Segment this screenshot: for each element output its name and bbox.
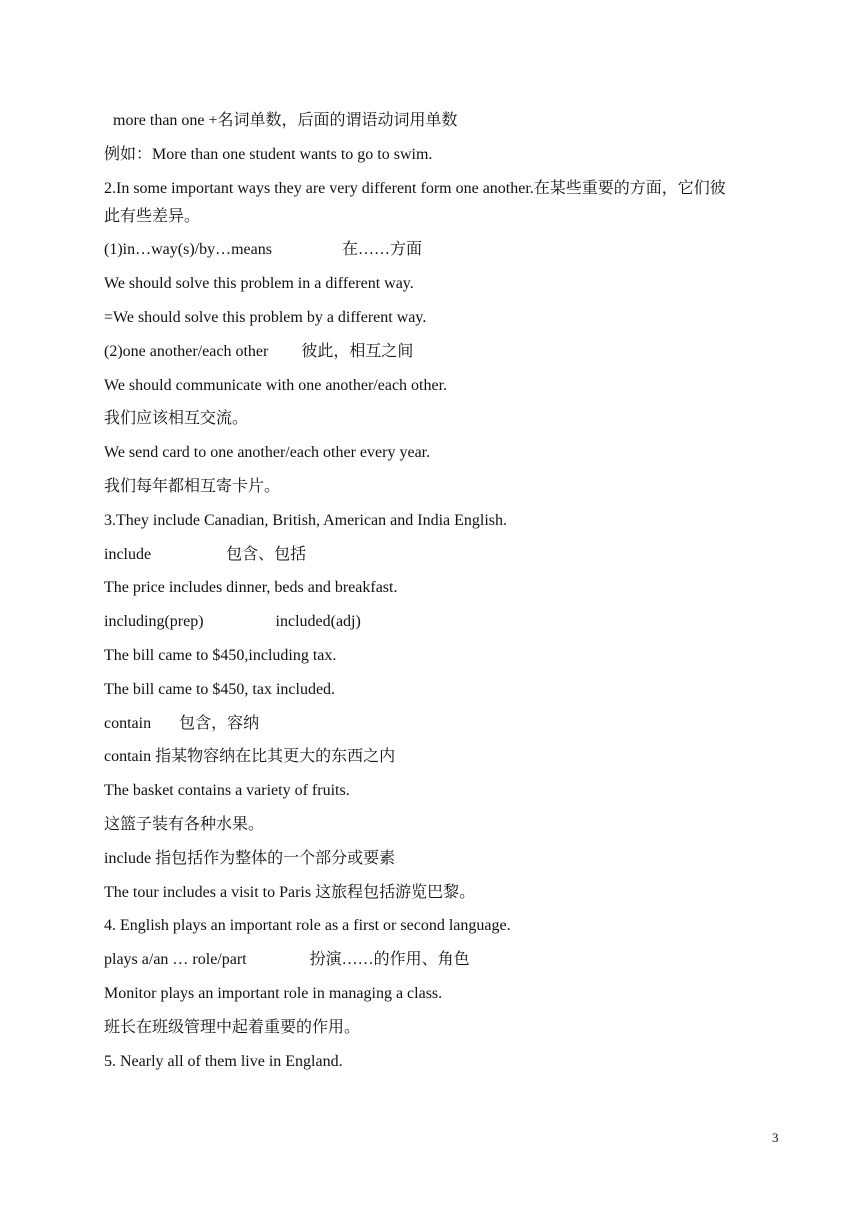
text-line: We send card to one another/each other every year. [104, 444, 431, 462]
page-number: 3 [772, 1130, 779, 1145]
text-line: 此有些差异。 [104, 207, 201, 225]
phrase: include [104, 545, 152, 563]
text-line: The bill came to $450, tax included. [104, 680, 336, 698]
text-line: 例如：More than one student wants to go to swim. [104, 145, 433, 163]
phrase: including(prep) [104, 613, 204, 631]
text-line: The tour includes a visit to Paris 这旅程包括游览巴黎。 [104, 883, 476, 901]
phrase-meaning: 彼此，相互之间 [301, 342, 414, 360]
text-line: contain 指某物容纳在比其更大的东西之内 [104, 748, 396, 766]
text-line [104, 947, 794, 981]
text-line: The price includes dinner, beds and breakfast. [104, 579, 398, 597]
text-line: more than one +名词单数，后面的谓语动词用单数 [113, 112, 458, 129]
text-line: We should communicate with one another/each other. [104, 376, 448, 394]
phrase: included(adj) [275, 613, 361, 631]
phrase: (2)one another/each other [104, 342, 269, 360]
text-line: 这篮子装有各种水果。 [104, 815, 265, 833]
text-line: The bill came to $450,including tax. [104, 646, 337, 664]
text-line: 2.In some important ways they are very different form one another.在某些重要的方面，它们彼 [104, 179, 726, 197]
text-line: 我们每年都相互寄卡片。 [104, 477, 281, 495]
text-line: 5. Nearly all of them live in England. [104, 1052, 343, 1070]
text-line [104, 339, 794, 373]
text-line: include 指包括作为整体的一个部分或要素 [104, 849, 396, 867]
text-line [104, 542, 794, 576]
text-line: 4. English plays an important role as a first or second language. [104, 917, 511, 935]
phrase-meaning: 扮演……的作用、角色 [309, 951, 470, 969]
text-line: The basket contains a variety of fruits. [104, 782, 350, 800]
phrase: plays a/an … role/part [104, 951, 247, 969]
text-line [104, 237, 794, 271]
text-line: 我们应该相互交流。 [104, 410, 249, 428]
document-body [104, 108, 794, 1082]
text-line: 班长在班级管理中起着重要的作用。 [104, 1018, 361, 1036]
text-line: We should solve this problem in a different way. [104, 275, 414, 293]
phrase-meaning: 在……方面 [341, 241, 422, 259]
phrase: (1)in…way(s)/by…means [104, 241, 272, 259]
text-line [104, 609, 794, 643]
phrase-meaning: 包含、包括 [226, 545, 307, 563]
text-line [104, 711, 794, 745]
text-line: 3.They include Canadian, British, American and India English. [104, 511, 508, 529]
phrase-meaning: 包含，容纳 [179, 714, 260, 732]
text-line: =We should solve this problem by a different way. [104, 308, 427, 326]
phrase: contain [104, 714, 152, 732]
text-line: Monitor plays an important role in managing a class. [104, 984, 443, 1002]
